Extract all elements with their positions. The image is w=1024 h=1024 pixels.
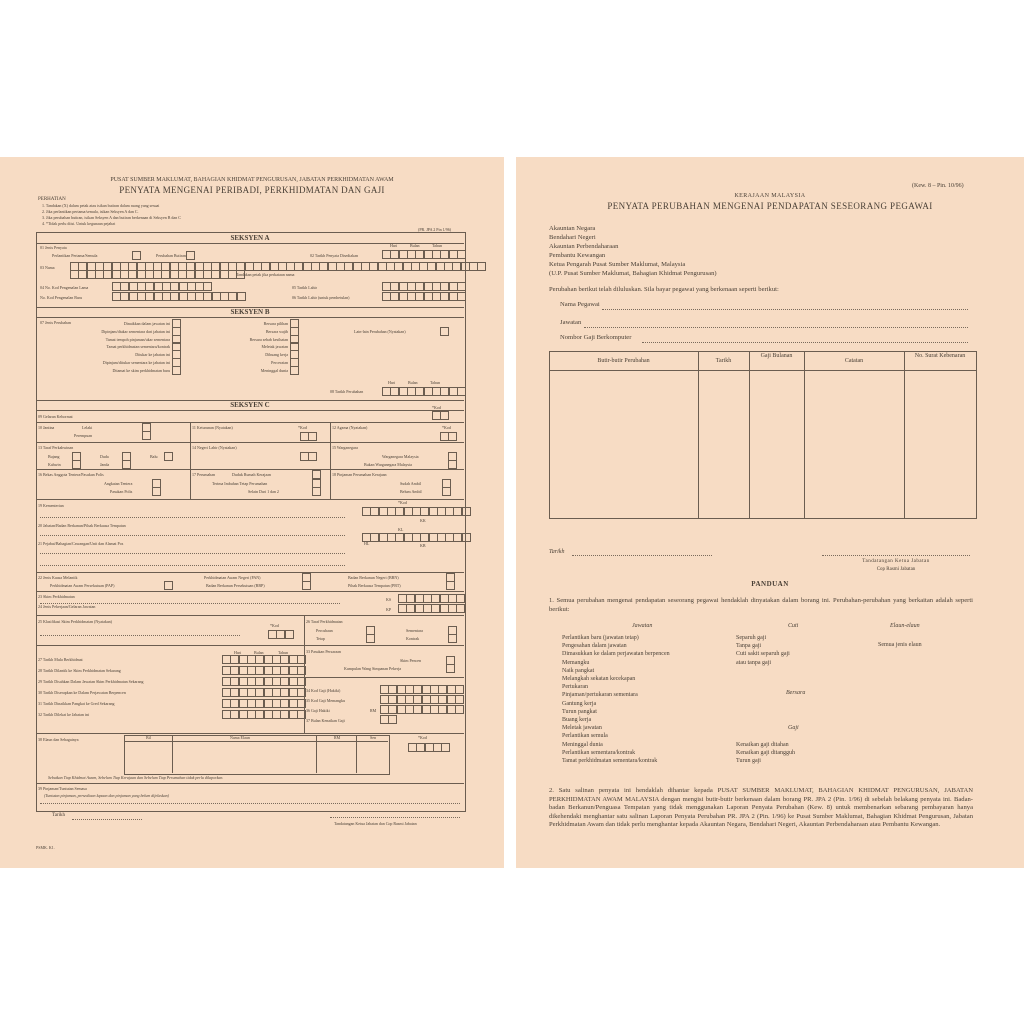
label-hl: HL [364, 541, 370, 546]
checkbox-kwsp[interactable] [446, 664, 455, 673]
jawatan-line[interactable] [584, 327, 968, 328]
checkbox-belum-ambil[interactable] [442, 487, 451, 496]
date-cells-f29[interactable] [222, 677, 305, 686]
kod-gaji-memangku-cells[interactable] [380, 695, 463, 704]
tarikh-penyata-cells[interactable] [382, 250, 465, 259]
label-kp-baru: No. Kod Pengenalan Baru [40, 295, 82, 300]
label-f29: 29 Tarikh Disahkan Dalam Jawatan Skim Perkhidmatan Sekarang [38, 679, 144, 684]
kp-cells[interactable] [398, 604, 465, 613]
date-cells-f27[interactable] [222, 655, 305, 664]
jawatan-item: Perlantikan baru (jawatan tetap) [562, 635, 639, 641]
label-pbt: Pihak Berkuasa Tempatan (PBT) [348, 583, 401, 588]
label-tarikh-lahir-pembetulan: 06 Tarikh Lahir (untuk pembetulan) [292, 295, 350, 300]
kod-label-1: *Kod [432, 405, 441, 410]
checkbox-perempuan[interactable] [142, 431, 151, 440]
cuti-item: Tanpa gaji [736, 643, 762, 650]
changes-table[interactable] [549, 351, 977, 519]
label-pinjaman-tuntutan: 39 Pinjaman/Tuntutan Semasa [38, 786, 87, 791]
label-persaraan: 33 Pasukan Persaraan [306, 649, 341, 654]
right-header-kerajaan: KERAJAAN MALAYSIA [734, 193, 806, 199]
col-elaun-heading: Elaun-elaun [890, 623, 920, 629]
nama-hint: Tandakan petak jika perkataan nama [236, 272, 295, 277]
label-f32: 32 Tarikh Dilekat ke Jabatan ini [38, 712, 90, 717]
label-pejabat: 21 Pejabat/Bahagian/Cawangan/Unit dan Alamat Pos [38, 541, 124, 546]
persaraan-option-7: Meninggal dunia [260, 367, 288, 373]
label-gaji-hakiki: 36 Gaji Hakiki [306, 708, 330, 713]
kod-label-3: *Kod [442, 425, 451, 430]
label-ks: KS [386, 597, 392, 602]
perubahan-option-4: Tamat perkhidmatan sementara/kontrak [106, 344, 170, 350]
label-f27: 27 Tarikh Mula Berkhidmat [38, 657, 83, 662]
left-signature-caption: Tandatangan Ketua Jabatan dan Cop Rasmi Jabatan [334, 821, 417, 826]
addressee-2: Bendahari Negeri [549, 234, 596, 241]
label-warganegara: 15 Warganegara [332, 445, 358, 450]
gaji-hakiki-cells[interactable] [380, 705, 463, 714]
panduan-para-2: 2. Satu salinan penyata ini hendaklah dihantar kepada PUSAT SUMBER MAKLUMAT, BAHAGIAN KHIDMAT PENGURUSAN, JABATAN PERKHIDMATAN AWAM MALAYSIA dengan mengisi butir-butir berkenaan dalam borang PR. JPA 2 (Pin. 1/96) di sebelah belakang penyata ini. Badan-badan Berkanun/Penguasa Tempatan yang tidak menggunakan Laporan Penyata Perubahan (Kew. 8) untuk membenarkan sebarang pembayaran hanya dikehendaki menghantar satu salinan Laporan Penyata Perubahan PR. JPA 2 (Pin. 1/96) ke Pusat Sumber Maklumat, Bahagian Khidmat Pengurusan, Jabatan Perkhidmatan Awam dan tidak perlu menghantar kepada Akauntan Negara, Bendahari Negeri, Akauntan Perbendaharaan atau Pembantu Kewangan. [549, 787, 973, 829]
jawatan-item: Memangku [562, 659, 590, 666]
label-bulan-kenaikan: 37 Bulan Kenaikan Gaji [306, 718, 345, 723]
gaji-item: Turun gaji [736, 758, 761, 765]
label-percubaan: Percubaan [316, 628, 333, 633]
elaun-col-bil: Bil [146, 735, 151, 740]
form-frame [36, 232, 466, 812]
checkbox-kontrak[interactable] [448, 634, 457, 643]
label-kod-gaji-hakiki: 34 Kod Gaji (Hakiki) [306, 688, 341, 693]
persaraan-option-1: Bersara pilihan [263, 321, 288, 326]
label-pan: Perkhidmatan Awam Negeri (PAN) [204, 575, 261, 580]
addressee-5: Ketua Pengarah Pusat Sumber Maklumat, Malaysia [549, 261, 686, 268]
label-bulan: Bulan [410, 243, 420, 248]
jawatan-item: Perlantikan sementara/kontrak [562, 749, 636, 756]
seksyen-c-heading: SEKSYEN C [230, 401, 270, 409]
panduan-para-1: 1. Semua perubahan mengenai pendapatan seseorang pegawai hendaklah dinyatakan dalam borang ini. Perubahan-perubahan yang berkaitan adalah seperti berikut: [549, 597, 973, 613]
label-opt-perlantikan: Perlantikan Pertama/Semula [52, 253, 98, 258]
jabatan-kod-cells[interactable] [362, 533, 470, 542]
intro-text: Perubahan berikut telah diluluskan. Sila bayar pegawai yang berkenaan seperti berikut: [549, 286, 779, 293]
persaraan-option-6: Perceraian [271, 360, 288, 365]
label-balu: Balu [150, 454, 158, 459]
seksyen-a-heading: SEKSYEN A [230, 234, 270, 242]
label-lelaki: Lelaki [82, 425, 93, 430]
label-tahun: Tahun [432, 243, 442, 248]
checkbox-persaraan-7[interactable] [290, 366, 299, 375]
nama-pegawai-line[interactable] [602, 309, 968, 310]
label-gelaran: 09 Gelaran Kehormat [38, 414, 73, 419]
perubahan-option-7: Ditamat ke skim perkhidmatan baru [112, 367, 170, 373]
perubahan-option-2: Dipinjam/diukar sementara dari jabatan ini [101, 328, 170, 334]
label-hari-2: Hari [388, 380, 396, 385]
label-negeri-lahir: 14 Negeri Lahir (Nyatakan) [192, 445, 237, 450]
label-f30: 30 Tarikh Diserapkan ke Dalam Perjawatan Berpencen [38, 690, 126, 695]
checkbox-perubahan[interactable] [186, 251, 195, 260]
label-sudah-ambil: Sudah Ambil [400, 481, 422, 486]
persaraan-option-3: Bersara sebab kesihatan [249, 336, 288, 342]
jawatan-item: Melangkah sekatan kecekapan [562, 676, 636, 682]
label-janda: Janda [100, 462, 110, 467]
jawatan-item: Pengesahan dalam jawatan [562, 643, 627, 650]
kod-label-4: *Kod [398, 500, 407, 505]
cuti-item: Cuti sakit separuh gaji [736, 651, 790, 658]
label-sementara: Sementara [406, 628, 423, 633]
label-perempuan: Perempuan [74, 433, 92, 438]
date-cells-f30[interactable] [222, 688, 305, 697]
label-jawatan: Jawatan [560, 319, 582, 326]
label-wn-malaysia: Warganegara Malaysia [382, 454, 419, 459]
kp-lama-cells[interactable] [112, 282, 212, 291]
label-angkatan-tentera: Angkatan Tentera [104, 481, 133, 486]
bersara-heading: Bersara [786, 690, 806, 696]
left-tarikh-label: Tarikh [52, 813, 65, 818]
label-bulan-2: Bulan [408, 380, 418, 385]
agama-kod-cells[interactable] [440, 432, 457, 441]
jawatan-item: Pertukaran [562, 684, 588, 691]
tarikh-lahir-cells[interactable] [382, 282, 465, 291]
date-cells-f32[interactable] [222, 710, 305, 719]
label-nama-pegawai: Nama Pegawai [560, 301, 600, 308]
col-gaji-bulanan: Gaji Bulanan [760, 353, 793, 359]
checkbox-perlantikan[interactable] [132, 251, 141, 260]
addressee-3: Akauntan Perbendaharaan [549, 243, 619, 250]
kementerian-kod-cells[interactable] [362, 507, 470, 516]
label-f31: 31 Tarikh Dinaikkan Pangkat ke Gred Sekarang [38, 701, 115, 706]
addressee-6: (U.P. Pusat Sumber Maklumat, Bahagian Khidmat Pengurusan) [549, 270, 717, 277]
label-pasukan-polis: Pasukan Polis [110, 489, 133, 494]
left-header-agency: PUSAT SUMBER MAKLUMAT, BAHAGIAN KHIDMAT PENGURUSAN, JABATAN PERKHIDMATAN AWAM [110, 177, 394, 183]
persaraan-option-4: Meletak jawatan [261, 344, 288, 350]
form-kew8-page [516, 157, 1024, 868]
elaun-footnote: Sebutkan Tiap Khidmat Awam, Sebelum Tiap Kerajaan dan Sebelum Tiap Perumahan tidak perlu dilaporkan. [48, 775, 224, 780]
label-perumahan: 17 Perumahan [192, 472, 215, 477]
label-selain: Selain Dari 1 dan 2 [248, 489, 279, 494]
note-1: 1. Tandakan (X) dalam petak atau isikan butiran dalam ruang yang sesuai [42, 203, 160, 208]
kementerian-line[interactable] [40, 517, 345, 518]
seksyen-b-heading: SEKSYEN B [230, 308, 270, 316]
label-elaun: 38 Elaun dan Sebagainya [38, 737, 79, 742]
perubahan-option-1: Dinaikkan dalam jawatan ini [123, 321, 170, 326]
addressee-1: Akauntan Negara [549, 225, 596, 232]
note-4: 4. *Tidak perlu diisi. Untuk kegunaan pejabat [42, 221, 116, 226]
persaraan-option-2: Bersara wajib [265, 328, 288, 334]
label-jenis-perubahan: 07 Jenis Perubahan [40, 320, 71, 325]
label-taraf-perkahwinan: 13 Taraf Perkahwinan [38, 445, 74, 450]
label-kontrak: Kontrak [406, 636, 420, 641]
label-kod-gaji-memangku: 35 Kod Gaji Memangku [306, 698, 345, 703]
gaji-item: Kenaikan gaji ditangguh [736, 750, 795, 757]
klasifikasi-line[interactable] [40, 635, 240, 636]
label-skim-pencen: Skim Pencen [400, 658, 421, 663]
kod-gaji-hakiki-cells[interactable] [380, 685, 463, 694]
label-bujang: Bujang [48, 454, 60, 459]
checkbox-lain-perubahan[interactable] [440, 327, 449, 336]
label-opt-perubahan: Perubahan Butiran [156, 253, 186, 258]
kod-label-2: *Kod [298, 425, 307, 430]
jabatan-line[interactable] [40, 535, 345, 536]
label-kl: KL [398, 527, 404, 532]
left-tarikh-line[interactable] [72, 819, 142, 820]
gelaran-kod-cells[interactable] [432, 411, 449, 420]
right-signature-title: Tandatangan Ketua Jabatan [862, 559, 930, 564]
left-form-ref: (PR. JPA 2 Pin 1/96) [418, 227, 452, 232]
cuti-item: Separuh gaji [736, 635, 767, 641]
label-tarikh-lahir: 05 Tarikh Lahir [292, 285, 317, 290]
label-tarikh-penyata: 02 Tarikh Penyata Disediakan [310, 253, 358, 258]
col-no-surat: No. Surat Kebenaran [914, 353, 966, 359]
tarikh-lahir-pembetulan-cells[interactable] [382, 292, 465, 301]
date-cells-f28[interactable] [222, 666, 305, 675]
perubahan-option-6: Dipinjam/ditukar sementara ke jabatan ini [102, 360, 170, 365]
negeri-lahir-kod-cells[interactable] [300, 452, 317, 461]
label-bekas-tentera: 16 Bekas Anggota Tentera/Pasukan Polis [38, 472, 104, 477]
col-catatan: Catatan [844, 358, 864, 364]
bulan-kenaikan-cells[interactable] [380, 715, 397, 724]
right-tarikh-label: Tarikh [549, 549, 565, 555]
col-tarikh: Tarikh [715, 358, 732, 364]
left-footer-code: PSMK. K1. [36, 845, 55, 850]
right-signature-line[interactable] [822, 555, 970, 556]
tarikh-perubahan-cells[interactable] [382, 387, 465, 396]
label-kahwin: Kahwin [48, 462, 61, 467]
addressee-4: Pembantu Kewangan [549, 252, 606, 259]
col-jawatan-heading: Jawatan [632, 623, 653, 629]
sheet-gap [504, 157, 516, 868]
checkbox-polis[interactable] [152, 487, 161, 496]
checkbox-pbt[interactable] [446, 581, 455, 590]
jawatan-item: Dimasukkan ke dalam perjawatan berpencen [562, 651, 670, 658]
jawatan-item: Pinjaman/pertukaran sementara [562, 692, 638, 699]
label-kb: KB [420, 543, 426, 548]
form-pr-jpa2-page [0, 157, 506, 868]
jawatan-item: Perlantikan semula [562, 733, 608, 740]
label-skim: 23 Skim Perkhidmatan [38, 594, 75, 599]
label-kuasa-melantik: 22 Jenis Kuasa Melantik [38, 575, 78, 580]
label-bbn: Badan Berkanun Negeri (BBN) [348, 575, 399, 580]
checkbox-tetap[interactable] [366, 634, 375, 643]
panduan-title: PANDUAN [751, 580, 789, 588]
label-tetap: Tetap [316, 636, 325, 641]
label-tarikh-perubahan: 08 Tarikh Perubahan [330, 389, 364, 394]
persaraan-option-5: Dibuang kerja [265, 352, 288, 358]
elaun-kod-cells[interactable] [408, 743, 450, 752]
elaun-item-1: Semua jenis elaun [878, 642, 922, 648]
label-jantina: 10 Jantina [38, 425, 55, 430]
ks-cells[interactable] [398, 594, 465, 603]
label-kp: KP [386, 607, 392, 612]
checkbox-perubahan-7[interactable] [172, 366, 181, 375]
label-duda: Duda [100, 454, 109, 459]
label-klasifikasi: 25 Klasifikasi Skim Perkhidmatan (Nyatakan) [38, 619, 112, 624]
right-signature-sub: Cop Rasmi Jabatan [876, 567, 916, 572]
label-keturunan: 11 Keturunan (Nyatakan) [192, 425, 233, 430]
kp-baru-cells[interactable] [112, 292, 245, 301]
alamat-line[interactable] [40, 565, 345, 566]
note-2: 2. Jika perlantikan pertama/semula, isikan Seksyen A dan C. [42, 209, 139, 214]
kod-label-6: *Kod [418, 735, 427, 740]
label-rm: RM [370, 708, 377, 713]
jawatan-item: Meninggal dunia [562, 741, 603, 748]
label-jenis-pekerjaan: 24 Jenis Pekerjaan/Gelaran Jawatan [38, 604, 96, 609]
label-imbuhan-perumahan: Terima Imbuhan Tetap Perumahan [212, 481, 268, 486]
label-hari-3: Hari [234, 650, 242, 655]
notes-title: PERHATIAN [38, 197, 66, 202]
label-bulan-3: Bulan [254, 650, 264, 655]
label-nombor-gaji: Nombor Gaji Berkomputer [560, 334, 632, 341]
jawatan-item: Naik pangkat [562, 667, 595, 674]
kod-label-5: *Kod [270, 623, 279, 628]
date-cells-f31[interactable] [222, 699, 305, 708]
note-3: 3. Jika perubahan butiran, isikan Seksyen A dan butiran berkenaan di Seksyen B dan C [42, 215, 181, 220]
left-signature-line[interactable] [330, 817, 460, 818]
perubahan-option-5: Ditukar ke jabatan ini [135, 352, 170, 358]
label-kp-lama: 04 No. Kod Pengenalan Lama [40, 285, 89, 290]
checkbox-bbp[interactable] [302, 581, 311, 590]
label-agama: 12 Agama (Nyatakan) [332, 425, 368, 430]
label-f28: 28 Tarikh Dilantik ke Skim Perkhidmatan Sekarang [38, 668, 121, 673]
label-taraf-perkhidmatan: 26 Taraf Perkhidmatan [306, 619, 343, 624]
checkbox-selain[interactable] [312, 487, 321, 496]
label-tahun-3: Tahun [278, 650, 288, 655]
gaji-heading: Gaji [788, 725, 799, 731]
right-form-title: PENYATA PERUBAHAN MENGENAI PENDAPATAN SESEORANG PEGAWAI [607, 201, 933, 211]
col-butir-perubahan: Butir-butir Perubahan [597, 358, 650, 364]
label-rumah-kerajaan: Duduk Rumah Kerajaan [232, 472, 271, 477]
pinjaman-line[interactable] [40, 803, 460, 804]
pinjaman-hint: (Tuntutan pinjaman, persediaan lupaan dan pinjaman yang belum dijelaskan) [44, 793, 169, 798]
label-bukan-wn: Bukan Warganegara Malaysia [364, 462, 412, 467]
elaun-col-rm: RM [334, 735, 341, 740]
checkbox-kahwin[interactable] [72, 460, 81, 469]
col-cuti-heading: Cuti [788, 623, 799, 629]
jawatan-item: Tamat perkhidmatan sementara/kontrak [562, 758, 658, 764]
gaji-item: Kenaikan gaji ditahan [736, 742, 789, 748]
checkbox-balu[interactable] [164, 452, 173, 461]
right-tarikh-line[interactable] [572, 555, 712, 556]
checkbox-pap[interactable] [164, 581, 173, 590]
nombor-gaji-line[interactable] [642, 342, 968, 343]
label-kementerian: 19 Kementerian [38, 503, 64, 508]
keturunan-kod-cells[interactable] [300, 432, 317, 441]
label-tahun-2: Tahun [430, 380, 440, 385]
pejabat-line[interactable] [40, 553, 345, 554]
label-jenis-penyata: 01 Jenis Penyata [40, 245, 67, 250]
label-bbp: Badan Berkanun Persekutuan (BBP) [206, 583, 265, 588]
label-kwsp: Kumpulan Wang Simpanan Pekerja [344, 666, 402, 671]
checkbox-rumah-kerajaan[interactable] [312, 470, 321, 479]
label-pap: Perkhidmatan Awam Persekutuan (PAP) [50, 583, 115, 588]
checkbox-bukan-wn[interactable] [448, 460, 457, 469]
label-belum-ambil: Belum Ambil [400, 489, 422, 494]
label-hari: Hari [390, 243, 398, 248]
jawatan-item: Meletak jawatan [562, 725, 602, 732]
jawatan-item: Buang kerja [562, 717, 592, 723]
cuti-item: atau tanpa gaji [736, 659, 771, 666]
label-lain-perubahan: Lain-lain Perubahan (Nyatakan) [354, 329, 406, 334]
nama-cells-2[interactable] [70, 270, 245, 279]
checkbox-janda[interactable] [122, 460, 131, 469]
jawatan-item: Gantung kerja [562, 700, 597, 707]
perubahan-option-3: Tamat tempoh pinjaman/ukar sementara [105, 336, 170, 342]
klasifikasi-kod-cells[interactable] [268, 630, 293, 639]
label-pinjaman-perumahan: 18 Pinjaman Perumahan Kerajaan [332, 472, 387, 477]
label-kk: KK [420, 518, 426, 523]
right-form-ref: (Kew. 8 – Pin. 10/96) [912, 183, 964, 189]
label-nama: 03 Nama [40, 265, 55, 270]
elaun-col-sen: Sen [370, 735, 376, 740]
label-jabatan: 20 Jabatan/Badan Berkanun/Pihak Berkuasa Tempatan [38, 523, 126, 528]
jawatan-item: Turun pangkat [562, 708, 597, 715]
left-form-title: PENYATA MENGENAI PERIBADI, PERKHIDMATAN DAN GAJI [119, 185, 385, 195]
elaun-col-nama: Nama Elaun [230, 735, 250, 740]
